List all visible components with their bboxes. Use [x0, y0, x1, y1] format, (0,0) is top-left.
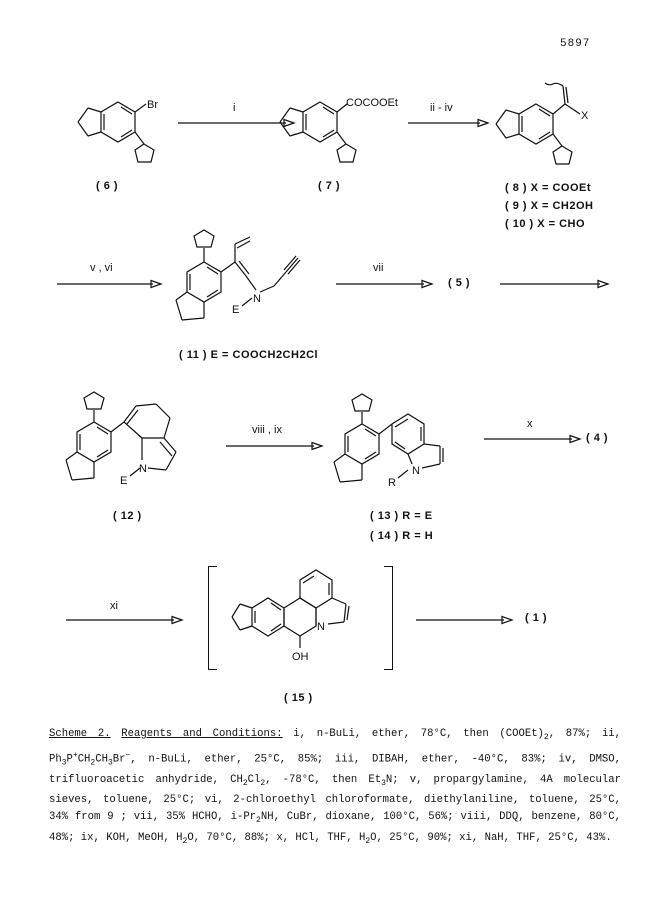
reagent-ii-iv: ii - iv	[430, 102, 453, 114]
arrow-to-next-row	[500, 279, 608, 289]
e-group-label-11: E	[232, 304, 240, 316]
caption-label: Scheme 2.	[49, 728, 111, 740]
x-substituent-label: X	[581, 110, 589, 122]
r-group-label: R	[388, 477, 396, 489]
label-compound-15: ( 15 )	[284, 692, 313, 704]
reagent-i: i	[233, 102, 236, 114]
label-compound-4: ( 4 )	[586, 432, 609, 444]
scheme-caption: Scheme 2. Reagents and Conditions: i, n-BuLi, ether, 78°C, then $(COOEt)_2$, 87%; ii, $Ph_3P^+CH_2CH_3Br^-$, n-BuLi, ether, 25°C, 85%; iii, DIBAH, ether, -40°C, 83%; iv, DMSO, trifluoroacetic anhydride, $CH_2Cl_2$, -78°C, then $Et_3N$; v, propargylamine, 4A molecular sieves, toluene, 25°C; vi, 2-chloroethyl chloroformate, diethylaniline, toluene, 25°C, 34% from 9 ; vii, 35% HCHO, $i-Pr_2NH$, CuBr, dioxane, 100°C, 56%; viii, DDQ, benzene, 80°C, 48%; ix, KOH, MeOH, $H_2O$, 70°C, 88%; x, HCl, THF, $H_2O$, 25°C, 90%; xi, NaH, THF, 25°C, 43%.	[49, 728, 622, 847]
bromine-label: Br	[147, 99, 158, 111]
label-compound-8: ( 8 ) X = COOEt	[505, 182, 592, 194]
label-compound-1: ( 1 )	[525, 612, 548, 624]
bracket-right	[384, 566, 393, 670]
arrow-step-viii-ix	[226, 441, 322, 451]
reagent-viii-ix: viii , ix	[252, 424, 282, 436]
nitrogen-label-13: N	[412, 465, 420, 477]
e-group-label-12: E	[120, 475, 128, 487]
arrow-step-x	[484, 434, 580, 444]
hydroxyl-label: OH	[292, 651, 309, 663]
label-compound-5: ( 5 )	[448, 277, 471, 289]
nitrogen-label-15: N	[317, 621, 325, 633]
arrow-step-vii	[336, 279, 432, 289]
reagent-x: x	[527, 418, 533, 430]
nitrogen-label-11: N	[253, 293, 261, 305]
arrow-step-xi	[66, 615, 182, 625]
reagent-vii: vii	[373, 262, 384, 274]
arrow-step-v-vi	[57, 279, 161, 289]
label-compound-11: ( 11 ) E = COOCH2CH2Cl	[179, 349, 319, 361]
page-number: 5897	[560, 38, 591, 50]
cocooet-label: COCOOEt	[346, 97, 398, 109]
arrow-step-ii-iv	[408, 118, 488, 128]
arrow-to-compound-1	[416, 615, 512, 625]
bracket-left	[208, 566, 217, 670]
label-compound-7: ( 7 )	[318, 180, 341, 192]
label-compound-6: ( 6 )	[96, 180, 119, 192]
reagent-v-vi: v , vi	[90, 262, 113, 274]
label-compound-9: ( 9 ) X = CH2OH	[505, 200, 594, 212]
label-compound-14: ( 14 ) R = H	[370, 530, 434, 542]
label-compound-10: ( 10 ) X = CHO	[505, 218, 586, 230]
caption-heading: Reagents and Conditions:	[121, 728, 283, 740]
label-compound-12: ( 12 )	[113, 510, 142, 522]
reagent-xi: xi	[110, 600, 118, 612]
label-compound-13: ( 13 ) R = E	[370, 510, 433, 522]
nitrogen-label-12: N	[139, 463, 147, 475]
